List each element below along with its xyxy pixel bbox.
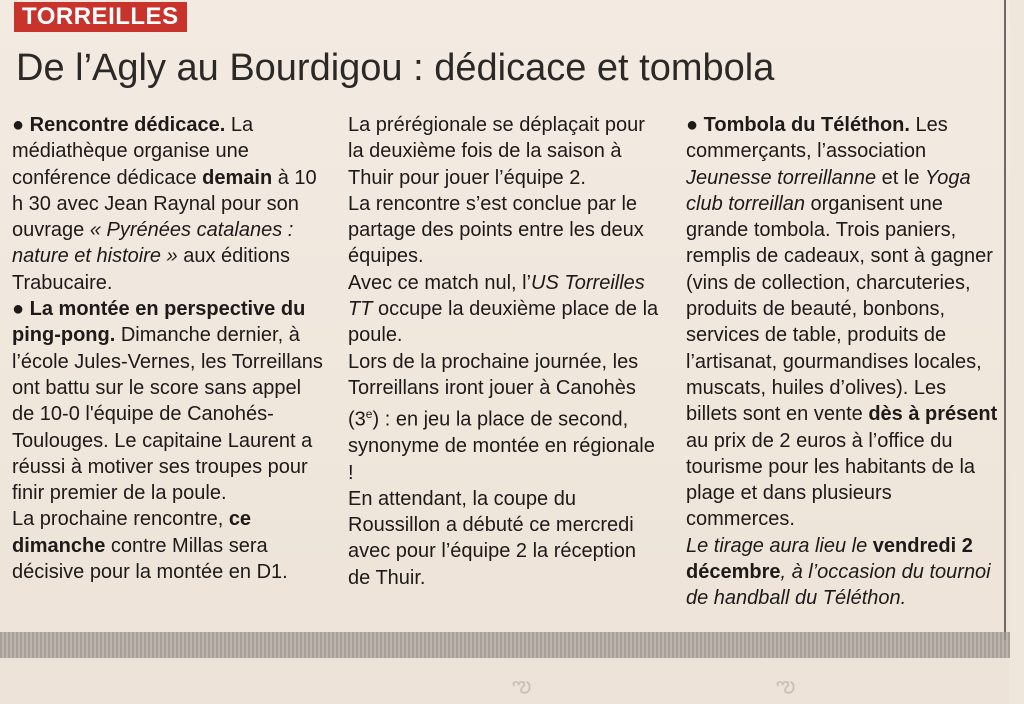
- faded-mark: ఌ: [512, 672, 532, 697]
- emphasis-text: dès à présent: [868, 403, 998, 426]
- paragraph-ping-pong: [12, 296, 327, 506]
- headline: De l’Agly au Bourdigou : dédicace et tombola: [16, 47, 775, 89]
- scan-edge: [1004, 0, 1006, 640]
- association-name: Jeunesse torreillanne: [686, 166, 877, 189]
- club-name: Yoga club torreillan: [686, 166, 971, 215]
- body-text: Dimanche dernier, à l’école Jules-Vernes, les Torreillans ont battu sur le score sans appel de 10-0 l'équipe de Canohés-Toulouges. Le capitaine Laurent a réussi à motiver ses troupes pour finir premier de la poule.: [12, 324, 323, 505]
- paragraph: La rencontre s’est conclue par le partage des points entre les deux équipes.: [348, 192, 644, 268]
- paragraph-prochaine-rencontre: [12, 506, 327, 585]
- paragraph: La prérégionale se déplaçait pour la deuxième fois de la saison à Thuir pour jouer l’équipe 2.: [348, 114, 645, 189]
- body-text: La prochaine rencontre,: [12, 508, 229, 531]
- bullet-icon: ●: [12, 298, 25, 321]
- paragraph-tombola: [686, 112, 1001, 533]
- body-text: organisent une grande tombola. Trois paniers, remplis de cadeaux, sont à gagner (vins de collection, charcuteries, produits de beauté, bonbons, services de table, produits de l’artisanat, gourmandises locales, muscats, huiles d’olives). Les billets sont en vente: [686, 192, 993, 426]
- article-column-3: [686, 112, 1001, 612]
- italic-text: Le tirage aura lieu le: [686, 534, 873, 557]
- item-title: Tombola du Téléthon.: [703, 114, 910, 136]
- body-text: à 10 h 30 avec Jean Raynal pour son ouvrage: [12, 166, 317, 242]
- article-column-1: [12, 112, 327, 585]
- paragraph-tirage: [686, 533, 1001, 612]
- body-text: Avec ce match nul, l’: [348, 271, 532, 294]
- body-text: aux éditions Trabucaire.: [12, 245, 290, 294]
- italic-text: , à l’occasion du tournoi de handball du Téléthon.: [686, 561, 991, 610]
- body-text: Les commerçants, l’association: [686, 114, 948, 163]
- body-text: au prix de 2 euros à l’office du tourisme pour les habitants de la plage et dans plusieurs commerces.: [686, 429, 976, 531]
- paragraph-rencontre-dedicace: [12, 112, 327, 296]
- emphasis-text: vendredi 2 décembre: [686, 534, 973, 584]
- body-text: et le: [876, 166, 926, 189]
- paragraph: [348, 349, 663, 486]
- paragraph: En attendant, la coupe du Roussillon a débuté ce mercredi avec pour l’équipe 2 la réception de Thuir.: [348, 487, 636, 589]
- bullet-icon: ●: [12, 114, 25, 136]
- club-name: US Torreilles TT: [348, 271, 645, 321]
- body-text: La médiathèque organise une conférence dédicace: [12, 114, 254, 189]
- body-text: occupe la deuxième place de la poule.: [348, 298, 659, 347]
- section-tag: TORREILLES: [14, 2, 187, 32]
- faded-mark: ఌ: [776, 672, 796, 697]
- emphasis-text: ce dimanche: [12, 508, 252, 557]
- book-title: « Pyrénées catalanes : nature et histoire »: [12, 219, 294, 268]
- paragraph: [348, 270, 663, 349]
- superscript: e: [365, 407, 373, 422]
- bottom-rule: [0, 632, 1010, 658]
- body-text: ) : en jeu la place de second, synonyme de montée en régionale !: [348, 408, 655, 484]
- item-title: La montée en perspective du ping-pong.: [12, 298, 306, 347]
- body-text: contre Millas sera décisive pour la montée en D1.: [12, 534, 288, 584]
- item-title: Rencontre dédicace.: [29, 114, 226, 136]
- body-text: Lors de la prochaine journée, les Torreillans iront jouer à Canohès (3: [348, 350, 639, 431]
- bullet-icon: ●: [686, 114, 699, 136]
- emphasis-text: demain: [202, 166, 273, 189]
- article-column-2: [348, 112, 663, 591]
